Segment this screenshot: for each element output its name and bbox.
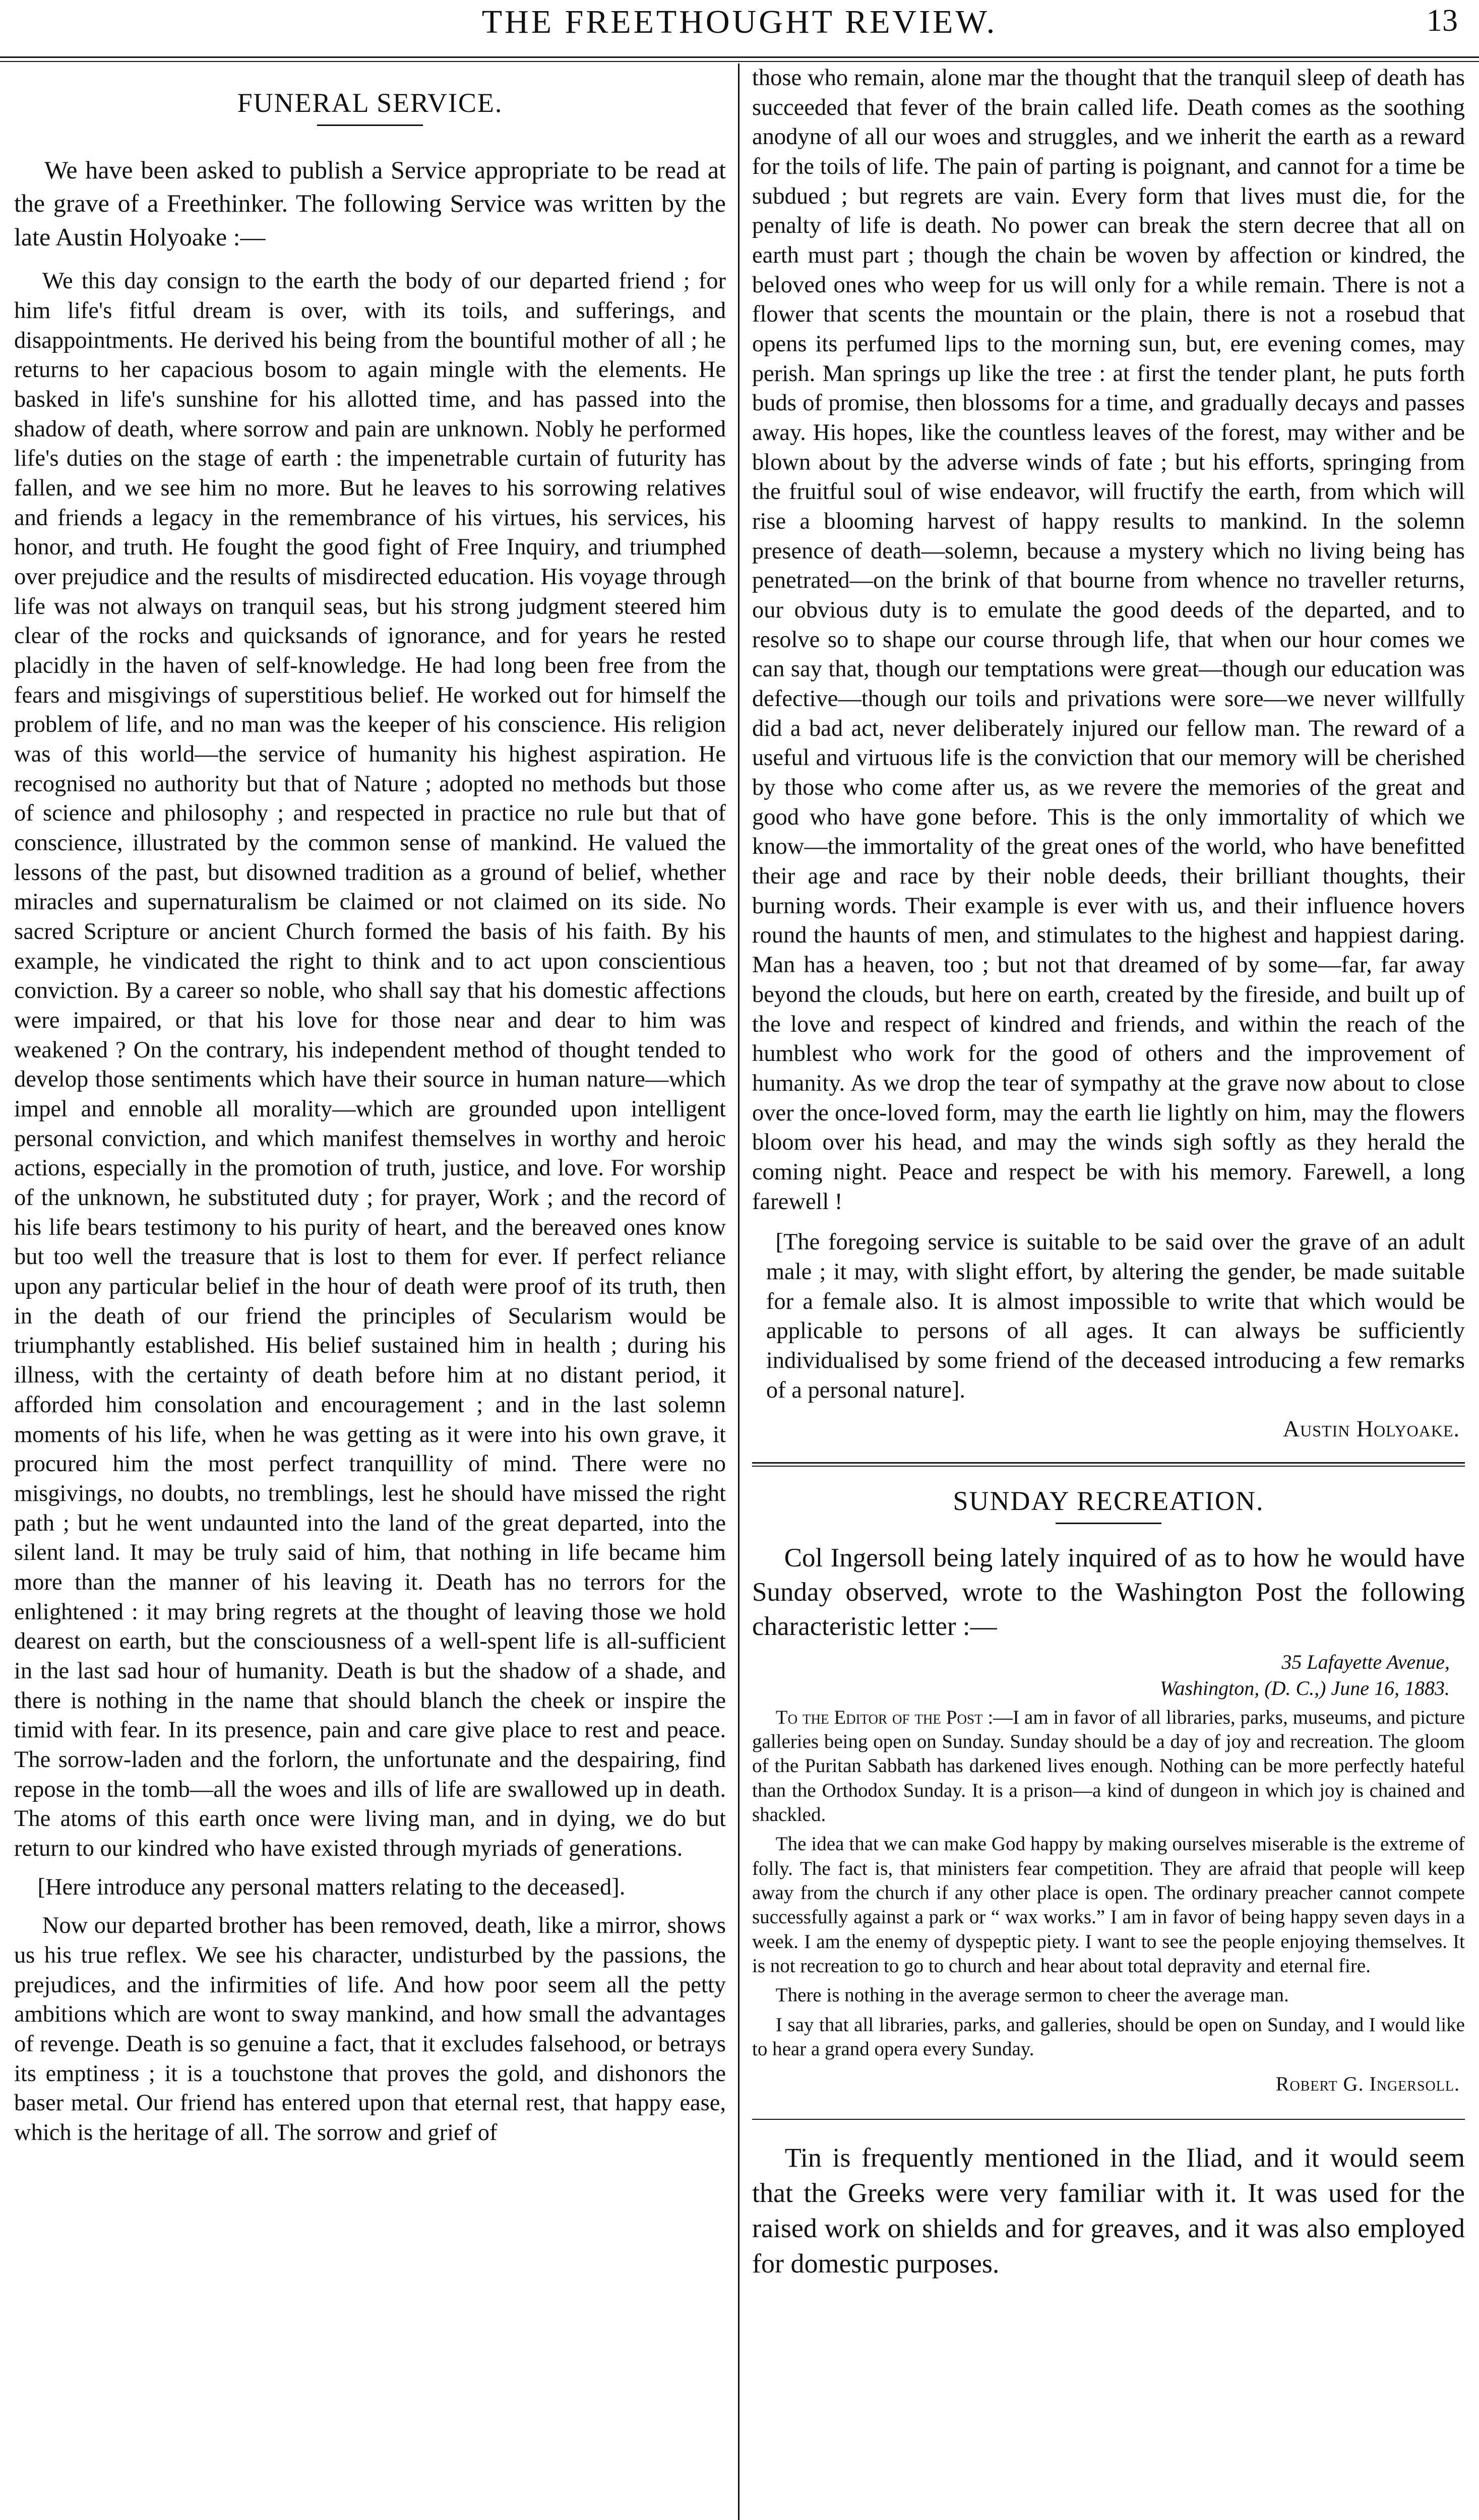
sunday-recreation-heading: SUNDAY RECREATION. [953, 1486, 1264, 1517]
funeral-paragraph: Now our departed brother has been removed, death, like a mirror, shows us his true reflex. We see his character, undisturbed by the passions, the prejudices, and the infirmities of life. And how poor seem all the petty ambitions which are wont to sway mankind, and how small the advantages of revenge. Death is so genuine a fact, that it excludes falsehood, or betrays its emptiness ; it is a touchstone that proves the gold, and dishonors the baser metal. Our friend has entered upon that eternal rest, that happy ease, which is the heritage of all. The sorrow and grief of [14, 1913, 726, 2146]
funeral-intro: We have been asked to publish a Service appropriate to be read at the grave of a Freethinker. The following Service was written by the late Austin Holyoake :— [14, 155, 726, 251]
letter-date-line: Washington, (D. C.,) June 16, 1883. [1159, 1676, 1450, 1699]
columns [14, 64, 1465, 2520]
letter-address [752, 1649, 1465, 1702]
funeral-paragraph: We this day consign to the earth the body of our departed friend ; for him life's fitful dream is over, with its toils, and sufferings, and disappointments. He derived his being from the bountiful mother of all ; he returns to her capacious bosom to again mingle with the elements. He basked in life's sunshine for his allotted time, and has passed into the shadow of death, where sorrow and pain are unknown. Nobly he performed life's duties on the stage of earth : the impenetrable curtain of futurity has fallen, and we see him no more. But he leaves to his sorrowing relatives and friends a legacy in the remembrance of his virtues, his services, his honor, and truth. He fought the good fight of Free Inquiry, and triumphed over prejudice and the results of misdirected education. His voyage through life was not always on tranquil seas, but his strong judgment steered him clear of the rocks and quicksands of ignorance, and for years he rested placidly in the haven of self-knowledge. He had long been free from the fears and misgivings of superstitious belief. He worked out for himself the problem of life, and no man was the keeper of his conscience. His religion was of this world—the service of humanity his highest aspiration. He recognised no authority but that of Nature ; adopted no methods but those of science and philosophy ; and respected in practice no rule but that of conscience, illustrated by the common sense of mankind. He valued the lessons of the past, but disowned tradition as a ground of belief, whether miracles and supernaturalism be claimed or not claimed on its side. No sacred Scripture or ancient Church formed the basis of his faith. By his example, he vindicated the right to think and to act upon conscientious conviction. By a career so noble, who shall say that his domestic affections were impaired, or that his love for those near and dear to him was weakened ? On the contrary, his independent method of thought tended to develop those sentiments which have their source in human nature—which impel and ennoble all morality—which are grounded upon intelligent personal conviction, and which manifest themselves in worthy and heroic actions, especially in the promotion of truth, justice, and love. For worship of the unknown, he substituted duty ; for prayer, Work ; and the record of his life bears testimony to his purity of heart, and the bereaved ones know but too well the treasure that is lost to them for ever. If perfect reliance upon any particular belief in the hour of death were proof of its truth, then in the death of our friend the principles of Secularism would be triumphantly established. His belief sustained him in health ; during his illness, with the certainty of death before him at no distant period, it afforded him consolation and encouragement ; and in the last solemn moments of his life, when he was getting as it were into his own grave, it procured him the most perfect tranquillity of mind. There were no misgivings, no doubts, no tremblings, lest he should have missed the right path ; but he went undaunted into the land of the great departed, into the silent land. It may be truly said of him, that nothing in life became him more than the manner of his leaving it. Death has no terrors for the enlightened : it may bring regrets at the thought of leaving those we hold dearest on earth, but the consciousness of a well-spent life is all-sufficient in the last sad hour of humanity. Death is but the shadow of a shade, and there is nothing in the name that should blanch the cheek or inspire the timid with fear. In its presence, pain and care give place to rest and peace. The sorrow-laden and the forlorn, the unfortunate and the despairing, find repose in the tomb—all the woes and ills of life are swallowed up in death. The atoms of this earth once were living man, and in dying, we do but return to our kindred who have existed through myriads of generations. [14, 268, 726, 1861]
masthead-title: THE FREETHOUGHT REVIEW. [481, 4, 998, 40]
closing-rule [752, 2119, 1465, 2120]
section-rule [752, 1462, 1465, 1467]
letter-signature: Robert G. Ingersoll. [1275, 2072, 1460, 2095]
page-header [14, 0, 1465, 50]
letter-address-line: 35 Lafayette Avenue, [1281, 1650, 1450, 1673]
letter-salutation: To the Editor of the Post [775, 1706, 983, 1728]
funeral-bracket-note: [Here introduce any personal matters relating to the deceased]. [37, 1874, 626, 1900]
tin-paragraph: Tin is frequently mentioned in the Iliad, and it would seem that the Greeks were very familiar with it. It was used for the raised work on shields and for greaves, and it was also employed for domestic purposes. [752, 2142, 1465, 2279]
sunday-lead: Col Ingersoll being lately inquired of as to how he would have Sunday observed, wrote to the Washington Post the following characteristic letter :— [752, 1543, 1465, 1641]
letter-paragraph [752, 1706, 1465, 1828]
page-number: 13 [1427, 4, 1458, 38]
letter-paragraph: I say that all libraries, parks, and galleries, should be open on Sunday, and I would like to hear a grand opera every Sunday. [752, 2013, 1465, 2060]
funeral-continuation: those who remain, alone mar the thought that the tranquil sleep of death has succeeded that fever of the brain called life. Death comes as the soothing anodyne of all our woes and struggles, and we inherit the earth as a reward for the toils of life. The pain of parting is poignant, and cannot for a time be subdued ; but regrets are vain. Every form that lives must die, for the penalty of life is death. No power can break the stern decree that all on earth must part ; though the chain be woven by affection or kindred, the beloved ones who weep for us will only for a while remain. There is not a flower that scents the mountain or the plain, there is not a rosebud that opens its perfumed lips to the morning sun, but, ere evening comes, may perish. Man springs up like the tree : at first the tender plant, he puts forth buds of promise, then blossoms for a time, and gradually decays and passes away. His hopes, like the countless leaves of the forest, may wither and be blown about by the adverse winds of fate ; but his efforts, springing from the fruitful soul of wise endeavor, will fructify the earth, from which will rise a blooming harvest of happy results to mankind. In the solemn presence of death—solemn, because a mystery which no living being has penetrated—on the brink of that bourne from whence no traveller returns, our obvious duty is to emulate the good deeds of the departed, and to resolve so to shape our course through life, that when our hour comes we can say that, though our temptations were great—though our education was defective—though our toils and privations were sore—we never willfully did a bad act, never deliberately injured our fellow man. The reward of a useful and virtuous life is the conviction that our memory will be cherished by those who come after us, as we revere the memories of the great and good who have gone before. This is the only immortality of which we know—the immortality of the great ones of the world, who have benefitted their age and race by their noble deeds, their brilliant thoughts, their burning words. Their example is ever with us, and their influence hovers round the haunts of men, and stimulates to the highest and happiest daring. Man has a heaven, too ; but not that dreamed of by some—far, far away beyond the clouds, but here on earth, created by the fireside, and built up of the love and respect of kindred and friends, and within the reach of the humblest who work for the good of others and the improvement of humanity. As we drop the tear of sympathy at the grave now about to close over the once-loved form, may the earth lie lightly on him, may the flowers bloom over his head, and may the winds sigh softly as they herald the coming night. Peace and respect be with his memory. Farewell, a long farewell ! [752, 65, 1465, 1215]
column-divider [738, 64, 740, 2520]
funeral-footnote: [The foregoing service is suitable to be said over the grave of an adult male ; it may, with slight effort, by altering the gender, be made suitable for a female also. It is almost impossible to write that which would be applicable to persons of all ages. It can always be sufficiently individualised by some friend of the deceased introducing a few remarks of a personal nature]. [766, 1229, 1465, 1403]
funeral-signature: Austin Holyoake. [1282, 1416, 1460, 1442]
funeral-service-heading: FUNERAL SERVICE. [237, 88, 503, 118]
letter-text: :—I am in favor of all libraries, parks, museums, and picture galleries being open on Sunday. Sunday should be a day of joy and recreation. The gloom of the Puritan Sabbath has darkened lives enough. Nothing can be more perfectly hateful than the Orthodox Sunday. It is a prison—a kind of dungeon in which joy is chained and shackled. [752, 1706, 1465, 1825]
letter-paragraph: The idea that we can make God happy by making ourselves miserable is the extreme of folly. The fact is, that ministers fear competition. They are afraid that people will keep away from the church if any other place is open. The ordinary preacher cannot compete successfully against a park or “ wax works.” I am in favor of being happy seven days in a week. I am the enemy of dyspeptic piety. I want to see the people enjoying themselves. It is not recreation to go to church and hear about total depravity and eternal fire. [752, 1833, 1465, 1977]
left-column [14, 64, 726, 2520]
header-rule [0, 56, 1479, 62]
right-column [752, 64, 1465, 2520]
letter-paragraph: There is nothing in the average sermon to cheer the average man. [775, 1984, 1289, 2006]
heading-rule [317, 124, 423, 126]
heading-rule [1056, 1523, 1161, 1524]
